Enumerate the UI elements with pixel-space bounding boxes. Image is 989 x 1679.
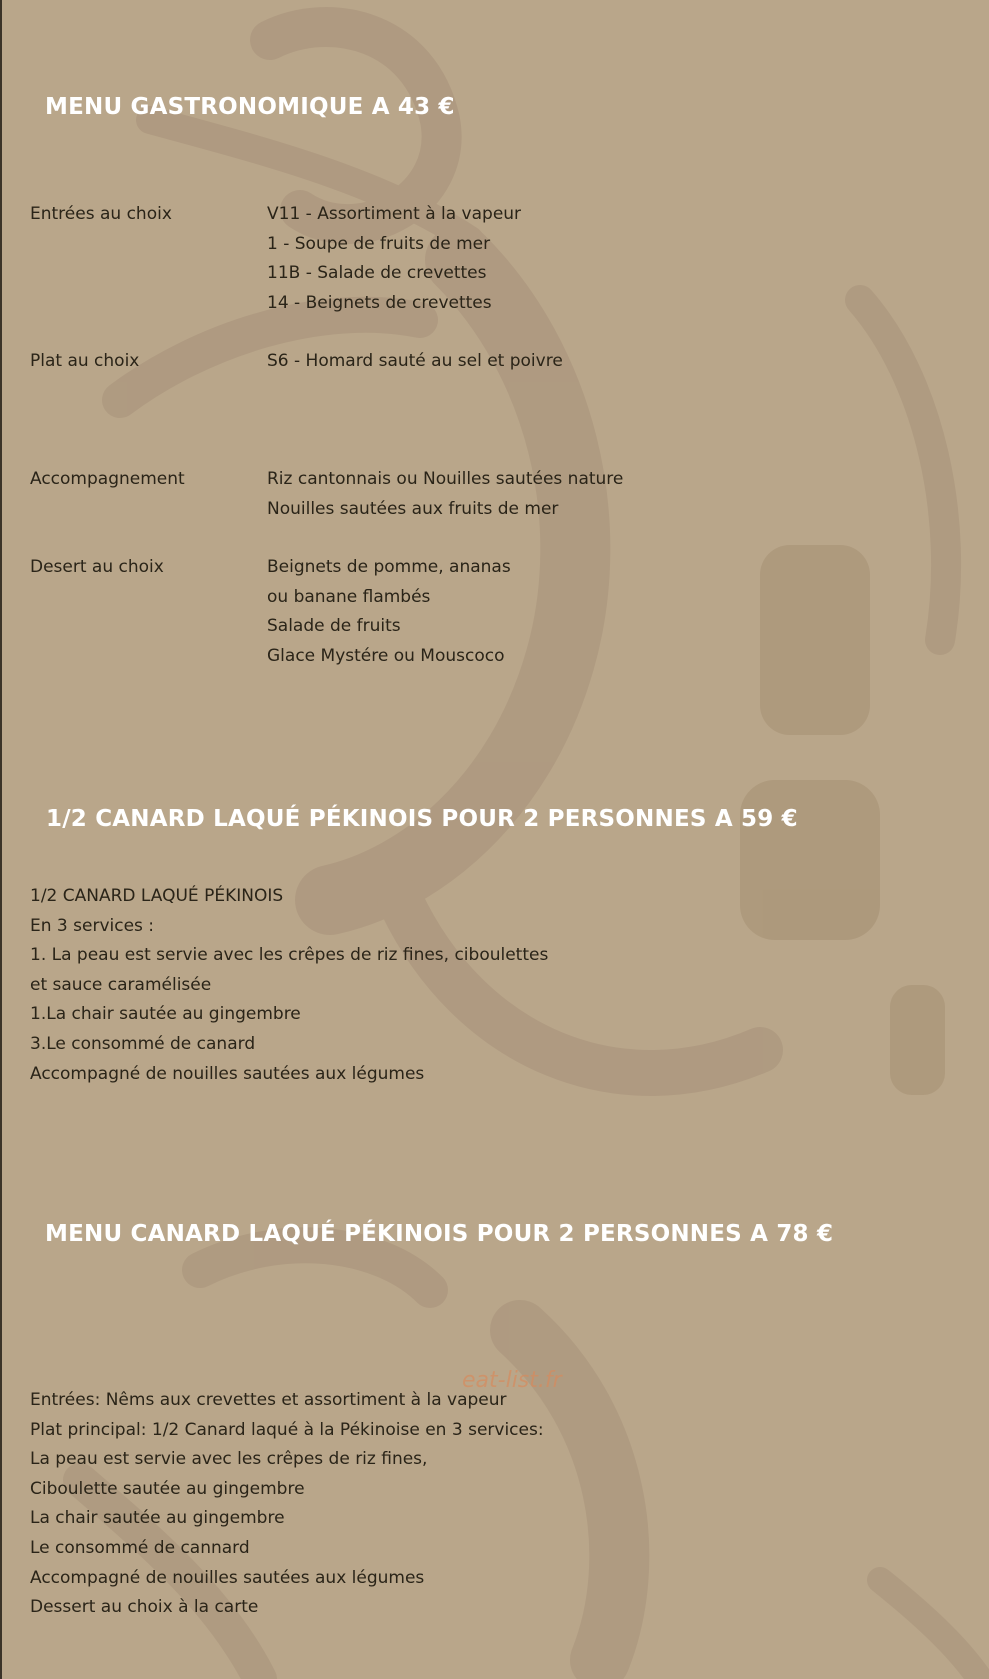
menu-item: 14 - Beignets de crevettes	[267, 292, 492, 313]
description-line: Accompagné de nouilles sautées aux légumes	[30, 1567, 425, 1588]
menu-item: S6 - Homard sauté au sel et poivre	[267, 351, 563, 372]
menu-item: Riz cantonnais ou Nouilles sautées nature	[267, 468, 624, 489]
row-label: Plat au choix	[30, 351, 140, 372]
demi-canard-description	[30, 882, 548, 1089]
menu-gastronomique-title: MENU GASTRONOMIQUE A 43 €	[45, 94, 455, 120]
description-line: et sauce caramélisée	[30, 974, 212, 995]
description-line: 1.La chair sautée au gingembre	[30, 1004, 301, 1025]
row-plat	[30, 347, 623, 377]
description-line: 1/2 CANARD LAQUÉ PÉKINOIS	[30, 886, 284, 906]
row-label: Desert au choix	[30, 557, 164, 578]
watermark-text: eat-list.fr	[462, 1368, 562, 1393]
row-desert	[30, 553, 623, 671]
row-label: Accompagnement	[30, 468, 185, 489]
description-line: Plat principal: 1/2 Canard laqué à la Pékinoise en 3 services:	[30, 1419, 544, 1440]
description-line: La peau est servie avec les crêpes de riz fines,	[30, 1449, 428, 1470]
menu-canard-description	[30, 1386, 544, 1623]
menu-canard-title: MENU CANARD LAQUÉ PÉKINOIS POUR 2 PERSONNES A 78 €	[45, 1221, 834, 1247]
row-label: Entrées au choix	[30, 204, 172, 224]
menu-gastronomique-table	[30, 200, 623, 672]
row-accompagnement	[30, 465, 623, 524]
menu-item: Beignets de pomme, ananas	[267, 557, 511, 578]
menu-item: V11 - Assortiment à la vapeur	[267, 204, 522, 224]
description-line: Accompagné de nouilles sautées aux légumes	[30, 1063, 425, 1084]
menu-item: Nouilles sautées aux fruits de mer	[267, 498, 559, 519]
menu-item: 11B - Salade de crevettes	[267, 263, 487, 284]
description-line: Entrées: Nêms aux crevettes et assortiment à la vapeur	[30, 1390, 507, 1410]
menu-item: Salade de fruits	[267, 616, 401, 637]
description-line: Dessert au choix à la carte	[30, 1597, 259, 1618]
description-line: Le consommé de cannard	[30, 1537, 250, 1558]
description-line: 3.Le consommé de canard	[30, 1033, 256, 1054]
row-entrees	[30, 200, 623, 318]
menu-item: 1 - Soupe de fruits de mer	[267, 233, 491, 254]
description-line: La chair sautée au gingembre	[30, 1508, 285, 1529]
description-line: Ciboulette sautée au gingembre	[30, 1478, 305, 1499]
demi-canard-title: 1/2 CANARD LAQUÉ PÉKINOIS POUR 2 PERSONNES A 59 €	[46, 806, 798, 832]
menu-item: ou banane flambés	[267, 586, 431, 607]
description-line: En 3 services :	[30, 915, 155, 936]
description-line: 1. La peau est servie avec les crêpes de riz fines, ciboulettes	[30, 945, 549, 966]
menu-item: Glace Mystére ou Mouscoco	[267, 645, 505, 666]
